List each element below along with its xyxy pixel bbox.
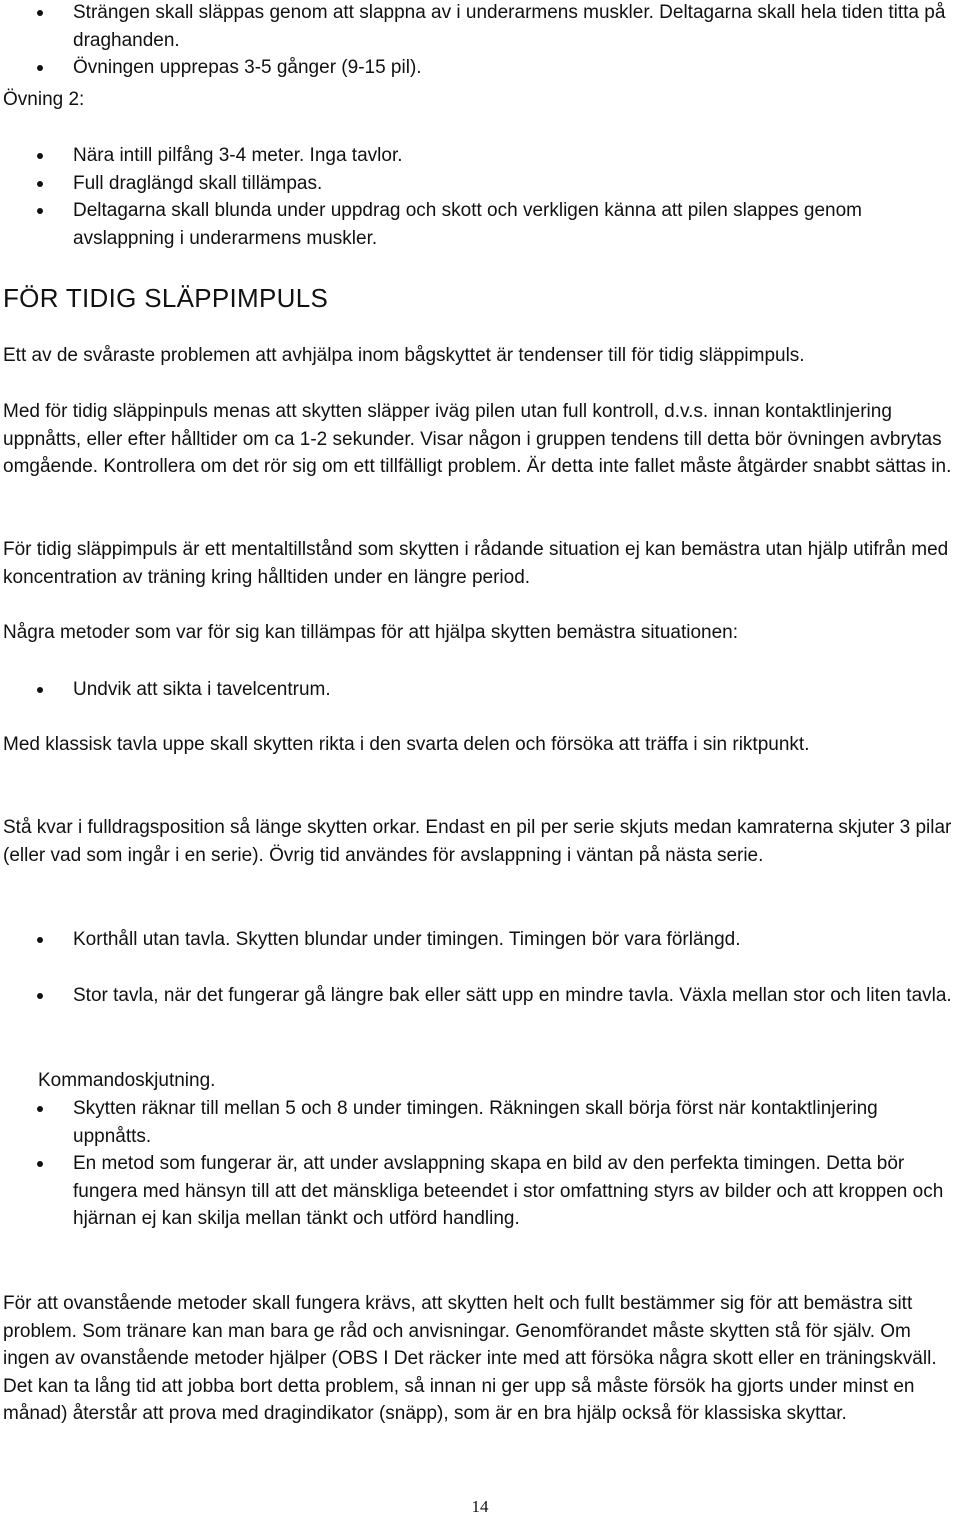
list-item: Strängen skall släppas genom att slappna av i underarmens muskler. Deltagarna skall hela tiden titta på draghanden. — [3, 0, 958, 54]
paragraph: Med för tidig släppinpuls menas att skytten släpper iväg pilen utan full kontroll, d.v.s. innan kontaktlinjering uppnåtts, eller efter hålltider om ca 1-2 sekunder. Visar någon i gruppen tendens till detta bör övningen avbrytas omgående. Kontrollera om det rör sig om ett tillfälligt problem. Är detta inte fallet måste åtgärder snabbt sättas in. — [3, 401, 952, 477]
list-item: Övningen upprepas 3-5 gånger (9-15 pil). — [3, 54, 958, 82]
subsection-title: Kommandoskjutning. — [38, 1070, 216, 1091]
paragraph: Stå kvar i fulldragsposition så länge skytten orkar. Endast en pil per serie skjuts medan kamraterna skjuter 3 pilar (eller vad som ingår i en serie). Övrig tid användes för avslappning i väntan på nästa serie. — [3, 817, 952, 866]
paragraph: Med klassisk tavla uppe skall skytten rikta i den svarta delen och försöka att träffa i sin riktpunkt. — [3, 734, 810, 755]
list-item: Undvik att sikta i tavelcentrum. — [3, 676, 958, 704]
bullet-list — [3, 676, 958, 704]
list-item: Stor tavla, när det fungerar gå längre bak eller sätt upp en mindre tavla. Växla mellan stor och liten tavla. — [3, 982, 958, 1010]
top-bullet-list — [3, 0, 958, 82]
bullet-list — [3, 926, 958, 954]
list-item: Nära intill pilfång 3-4 meter. Inga tavlor. — [3, 142, 958, 170]
command-bullet-list — [3, 1095, 958, 1233]
exercise-title: Övning 2: — [3, 89, 85, 110]
paragraph: Några metoder som var för sig kan tillämpas för att hjälpa skytten bemästra situationen: — [3, 622, 739, 643]
list-item: Korthåll utan tavla. Skytten blundar under timingen. Timingen bör vara förlängd. — [3, 926, 958, 954]
section-heading: FÖR TIDIG SLÄPPIMPULS — [3, 283, 329, 313]
paragraph: Ett av de svåraste problemen att avhjälpa inom bågskyttet är tendenser till för tidig släppimpuls. — [3, 345, 805, 366]
paragraph: För att ovanstående metoder skall fungera krävs, att skytten helt och fullt bestämmer sig för att bemästra sitt problem. Som tränare kan man bara ge råd och anvisningar. Genomförandet måste skytten stå för själv. Om ingen av ovanstående metoder hjälper (OBS I Det räcker inte med att försöka några skott eller en träningskväll. Det kan ta lång tid att jobba bort detta problem, så innan ni ger upp så måste försök ha gjorts under minst en månad) återstår att prova med dragindikator (snäpp), som är en bra hjälp också för klassiska skyttar. — [3, 1293, 937, 1424]
list-item: Skytten räknar till mellan 5 och 8 under timingen. Räkningen skall börja först när kontaktlinjering uppnåtts. — [3, 1095, 958, 1150]
list-item: Full draglängd skall tillämpas. — [3, 170, 958, 198]
list-item: Deltagarna skall blunda under uppdrag och skott och verkligen känna att pilen slappes genom avslappning i underarmens muskler. — [3, 197, 958, 252]
bullet-list — [3, 982, 958, 1010]
exercise-bullet-list — [3, 142, 958, 252]
paragraph: För tidig släppimpuls är ett mentaltillstånd som skytten i rådande situation ej kan bemästra utan hjälp utifrån med koncentration av träning kring hålltiden under en längre period. — [3, 539, 949, 588]
list-item: En metod som fungerar är, att under avslappning skapa en bild av den perfekta timingen. Detta bör fungera med hänsyn till att det mänskliga beteendet i stor omfattning styrs av bilder och att kroppen och hjärnan ej kan skilja mellan tänkt och utförd handling. — [3, 1150, 958, 1233]
page-number: 14 — [471, 1497, 489, 1516]
